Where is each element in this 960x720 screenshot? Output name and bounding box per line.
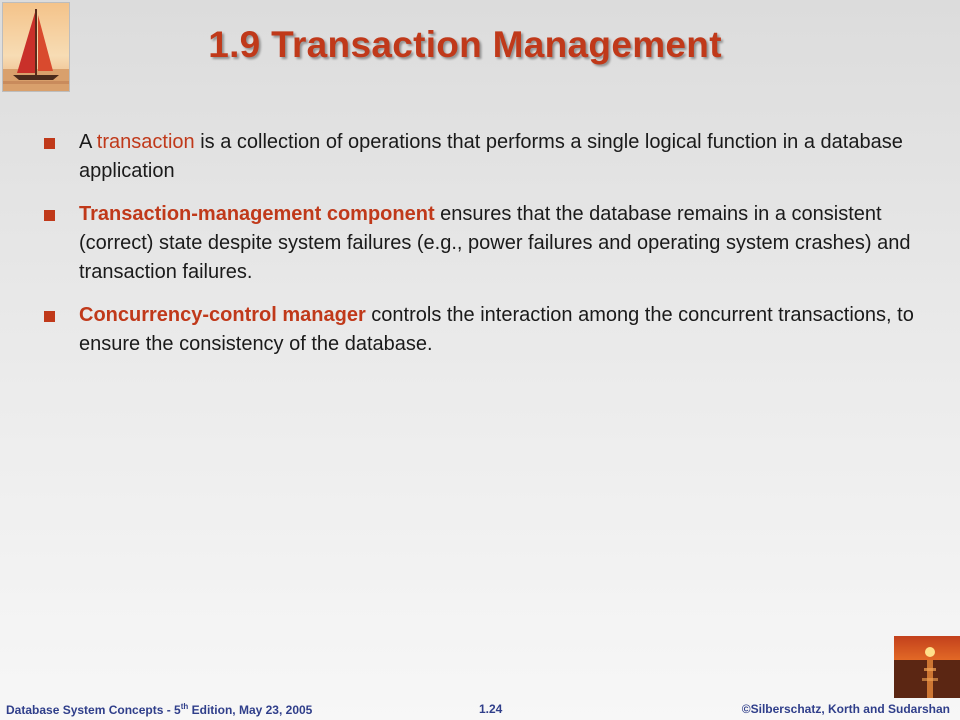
bullet-item-concurrency-control (44, 301, 914, 359)
bullet-item-transaction (44, 128, 914, 186)
bullet-term: Concurrency-control manager (79, 304, 366, 326)
bullet-text-post: controls the interaction among the concurrent transactions, to ensure the consistency of the database. (79, 304, 914, 355)
bullet-text-pre: A (79, 131, 97, 153)
footer-book-title: Database System Concepts - 5 (6, 703, 181, 717)
page-number: 1.24 (479, 702, 503, 716)
bullet-item-transaction-management (44, 200, 914, 287)
bullet-text-post: is a collection of operations that performs a single logical function in a database application (79, 131, 903, 182)
slide-title: 1.9 Transaction Management (208, 24, 722, 65)
bullet-term: transaction (96, 131, 195, 153)
bullet-list (44, 128, 914, 373)
footer-book-info (6, 702, 312, 717)
footer-superscript: th (180, 702, 189, 711)
bullet-text-post: ensures that the database remains in a consistent (correct) state despite system failures (e.g., power failures and operating system crashes) and transaction failures. (79, 203, 911, 283)
slide-footer (0, 698, 960, 720)
sunset-image (894, 636, 960, 698)
square-bullet-icon (44, 311, 55, 322)
footer-edition-date: Edition, May 23, 2005 (188, 703, 313, 717)
copyright: ©Silberschatz, Korth and Sudarshan (741, 702, 950, 716)
square-bullet-icon (44, 138, 55, 149)
bullet-term: Transaction-management component (79, 203, 435, 225)
square-bullet-icon (44, 210, 55, 221)
